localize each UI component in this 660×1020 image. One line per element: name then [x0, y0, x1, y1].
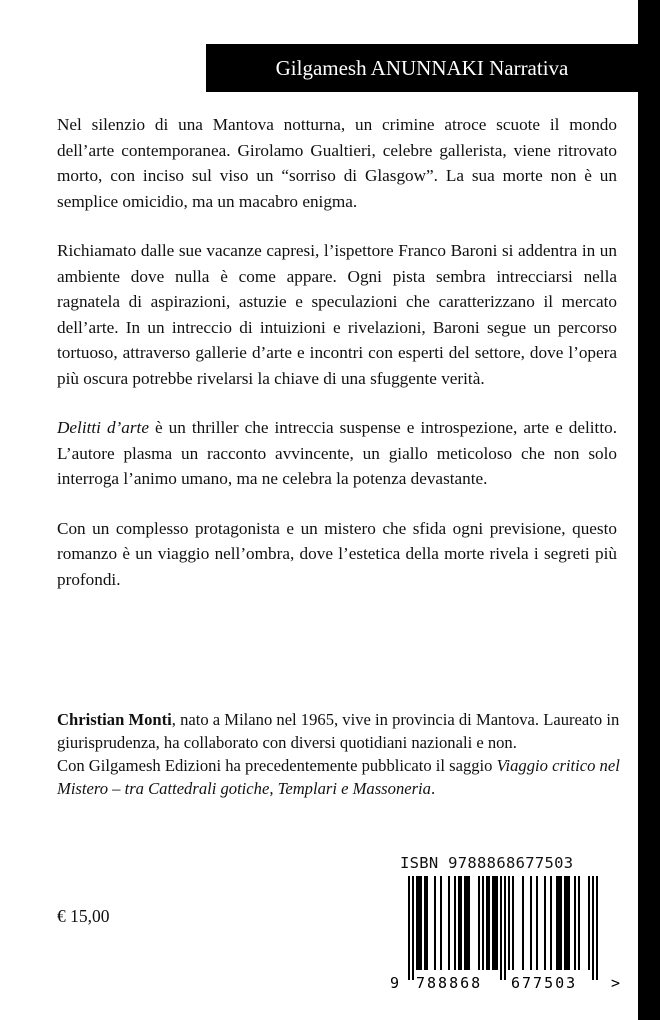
series-banner: [206, 44, 638, 92]
barcode-bar: [486, 876, 488, 970]
barcode-bar: [464, 876, 466, 970]
barcode-bar: [556, 876, 558, 970]
author-bio: [57, 708, 627, 800]
author-bio-text: , nato a Milano nel 1965, vive in provincia di Mantova. Laureato in giurisprudenza, ha collaborato con diversi quotidiani nazionali e non.: [57, 710, 620, 752]
barcode-bar: [568, 876, 570, 970]
barcode-bar: [420, 876, 422, 970]
author-previous-work: [57, 754, 627, 800]
barcode-bar: [426, 876, 428, 970]
barcode-bar: [466, 876, 468, 970]
author-name: Christian Monti: [57, 710, 172, 729]
barcode-bar: [482, 876, 484, 970]
barcode-bar: [500, 876, 502, 980]
barcode-bar: [564, 876, 566, 970]
previous-work-end: .: [430, 779, 436, 798]
barcode-bar: [544, 876, 546, 970]
book-title: Delitti d’arte: [57, 418, 149, 437]
barcode-bar: [492, 876, 494, 970]
barcode-bar: [416, 876, 418, 970]
barcode-digit-first: 9: [390, 974, 400, 992]
barcode-bar: [408, 876, 410, 980]
barcode-bar: [588, 876, 590, 970]
barcode-bar: [550, 876, 552, 970]
barcode-bar: [460, 876, 462, 970]
barcode-quiet-mark: >: [611, 974, 621, 992]
barcode-bar: [512, 876, 514, 970]
barcode-bar: [448, 876, 450, 970]
price: € 15,00: [57, 906, 110, 926]
barcode-bar: [478, 876, 480, 970]
barcode-bar: [496, 876, 498, 970]
previous-work-intro: Con Gilgamesh Edizioni ha precedentemente pubblicato il saggio: [57, 756, 497, 775]
barcode-bar: [488, 876, 490, 970]
barcode-bar: [494, 876, 496, 970]
author-paragraph: [57, 708, 627, 754]
synopsis-paragraph-3: [57, 415, 617, 492]
previous-work-title: Viaggio critico nel Mistero – tra Cattedrali gotiche, Templari e Massoneria: [57, 756, 620, 798]
barcode-bar: [596, 876, 598, 980]
isbn-barcode: [386, 876, 626, 996]
barcode-bar: [508, 876, 510, 970]
barcode-group-right: 677503: [511, 974, 578, 992]
barcode-bar: [440, 876, 442, 970]
barcode-bar: [536, 876, 538, 970]
barcode-bar: [522, 876, 524, 970]
barcode-bar: [558, 876, 560, 970]
barcode-bar: [458, 876, 460, 970]
barcode-bar: [560, 876, 562, 970]
barcode-bar: [434, 876, 436, 970]
synopsis-paragraph-2: Richiamato dalle sue vacanze capresi, l’ispettore Franco Baroni si addentra in un ambiente dove nulla è come appare. Ogni pista sembra intrecciarsi nella ragnatela di aspirazioni, astuzie e speculazioni che caratterizzano il mercato dell’arte. In un intreccio di intuizioni e rivelazioni, Baroni segue un percorso tortuoso, attraverso gallerie d’arte e incontri con esperti del settore, dove l’opera più oscura potrebbe rivelarsi la chiave di una sfuggente verità.: [57, 241, 617, 388]
synopsis-paragraph-4: Con un complesso protagonista e un mistero che sfida ogni previsione, questo romanzo è un viaggio nell’ombra, dove l’estetica della morte rivela i segreti più profondi.: [57, 518, 617, 589]
isbn-label: ISBN 9788868677503: [400, 854, 574, 872]
spine-edge: [638, 0, 660, 1020]
series-banner-text: Gilgamesh ANUNNAKI Narrativa: [275, 55, 569, 80]
barcode-bar: [468, 876, 470, 970]
barcode-bar: [574, 876, 576, 970]
barcode-bar: [418, 876, 420, 970]
barcode-bars: [408, 876, 598, 980]
barcode-bar: [578, 876, 580, 970]
barcode-bar: [504, 876, 506, 980]
barcode-bar: [424, 876, 426, 970]
synopsis-paragraph-3-text: è un thriller che intreccia suspense e introspezione, arte e delitto. L’autore plasma un racconto avvincente, un giallo meticoloso che non solo interroga l’animo umano, ma ne celebra la potenza devastante.: [57, 418, 617, 488]
barcode-bar: [592, 876, 594, 980]
synopsis: [57, 112, 617, 616]
barcode-bar: [454, 876, 456, 970]
barcode-group-left: 788868: [416, 974, 483, 992]
barcode-bar: [412, 876, 414, 980]
synopsis-paragraph-1: Nel silenzio di una Mantova notturna, un crimine atroce scuote il mondo dell’arte contemporanea. Girolamo Gualtieri, celebre gallerista, viene ritrovato morto, con inciso sul viso un “sorriso di Glasgow”. La sua morte non è un semplice omicidio, ma un macabro enigma.: [57, 115, 617, 211]
barcode-bar: [566, 876, 568, 970]
barcode-bar: [530, 876, 532, 970]
